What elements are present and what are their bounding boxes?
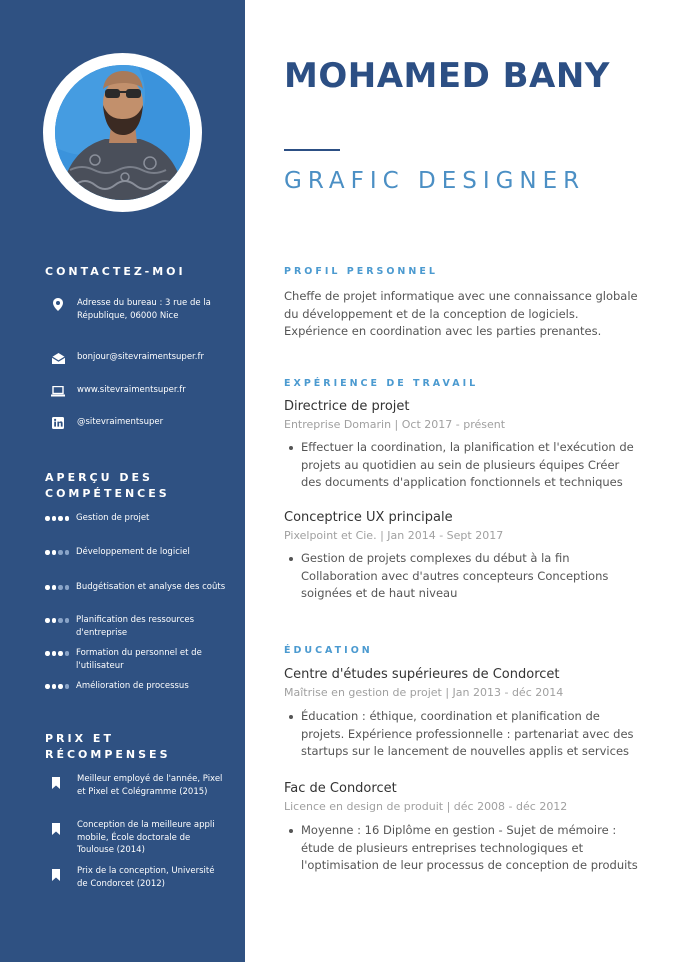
skill-rating <box>45 512 71 521</box>
bookmark-icon <box>52 819 61 839</box>
school-subtitle: Maîtrise en gestion de projet | Jan 2013 - déc 2014 <box>284 686 564 699</box>
awards-heading-line1: PRIX ET <box>45 732 114 745</box>
profile-text: Cheffe de projet informatique avec une connaissance globale du développement et de la conception de logiciels. Expérience en coordination avec les parties prenantes. <box>284 289 638 338</box>
job-subtitle: Entreprise Domarin | Oct 2017 - présent <box>284 418 506 431</box>
awards-heading-line2: RÉCOMPENSES <box>45 748 171 761</box>
award-label: Conception de la meilleure appli mobile, École doctorale de Toulouse (2014) <box>77 820 215 855</box>
skill-label: Développement de logiciel <box>76 547 190 557</box>
main-content <box>245 0 680 962</box>
school-subtitle: Licence en design de produit | déc 2008 - déc 2012 <box>284 800 568 813</box>
laptop-icon <box>50 384 66 398</box>
skill-rating <box>45 680 71 689</box>
bookmark-icon <box>52 773 61 793</box>
award-item <box>52 773 227 798</box>
skill-rating <box>45 546 71 555</box>
profile-heading: PROFIL PERSONNEL <box>284 266 438 277</box>
award-label: Meilleur employé de l'année, Pixel et Pixel et Colégramme (2015) <box>77 774 223 797</box>
awards-heading <box>45 731 225 763</box>
title-divider <box>284 149 340 151</box>
sidebar <box>0 0 245 962</box>
skill-label: Amélioration de processus <box>76 681 189 691</box>
skills-heading <box>45 470 225 502</box>
linkedin-text[interactable]: @sitevraimentsuper <box>77 417 164 427</box>
skill-item <box>45 512 230 525</box>
skill-item <box>45 546 230 559</box>
person-name: MOHAMED BANY <box>284 56 610 96</box>
skill-rating <box>45 581 71 590</box>
school-bullet: Éducation : éthique, coordination et planification de projets. Expérience professionnelle : partenariat avec des startups sur le lancement de nouvelles applis et services <box>289 708 639 761</box>
skill-item <box>45 581 230 594</box>
profile-photo <box>55 65 190 200</box>
job-role: GRAFIC DESIGNER <box>284 168 586 194</box>
skill-item <box>45 647 230 673</box>
contact-linkedin[interactable] <box>50 416 230 430</box>
job-title: Conceptrice UX principale <box>284 510 453 525</box>
experience-heading: EXPÉRIENCE DE TRAVAIL <box>284 378 479 389</box>
skill-label: Formation du personnel et de l'utilisateur <box>76 648 202 671</box>
award-label: Prix de la conception, Université de Condorcet (2012) <box>77 866 215 889</box>
contact-website[interactable] <box>50 384 230 398</box>
contact-address <box>50 297 230 323</box>
envelope-icon <box>50 351 66 365</box>
contact-heading: CONTACTEZ-MOI <box>45 265 186 278</box>
job-subtitle: Pixelpoint et Cie. | Jan 2014 - Sept 2017 <box>284 529 504 542</box>
job-title: Directrice de projet <box>284 399 410 414</box>
skills-heading-line1: APERÇU DES <box>45 471 153 484</box>
school-bullet: Moyenne : 16 Diplôme en gestion - Sujet de mémoire : étude de plusieurs entreprises technologiques et l'optimisation de leur processus de conception de produits <box>289 822 639 875</box>
skill-rating <box>45 647 71 656</box>
location-pin-icon <box>50 297 66 311</box>
skill-item <box>45 614 230 640</box>
linkedin-icon <box>50 416 66 430</box>
skills-heading-line2: COMPÉTENCES <box>45 487 170 500</box>
school-title: Centre d'études supérieures de Condorcet <box>284 667 560 682</box>
skill-label: Gestion de projet <box>76 513 150 523</box>
award-item <box>52 865 227 890</box>
skill-label: Budgétisation et analyse des coûts <box>76 582 226 592</box>
skill-label: Planification des ressources d'entreprise <box>76 615 195 638</box>
website-text[interactable]: www.sitevraimentsuper.fr <box>77 385 186 395</box>
contact-email[interactable] <box>50 351 230 365</box>
job-bullet: Gestion de projets complexes du début à la fin Collaboration avec d'autres concepteurs Conceptions soignées et de haut niveau <box>289 550 639 603</box>
email-text[interactable]: bonjour@sitevraimentsuper.fr <box>77 352 204 362</box>
job-bullet: Effectuer la coordination, la planification et l'exécution de projets au quotidien au sein de plusieurs équipes Créer des documents d'application fonctionnels et techniques <box>289 439 639 492</box>
bookmark-icon <box>52 865 61 885</box>
address-text: Adresse du bureau : 3 rue de la République, 06000 Nice <box>77 298 211 321</box>
education-heading: ÉDUCATION <box>284 645 373 656</box>
award-item <box>52 819 227 857</box>
skill-rating <box>45 614 71 623</box>
skill-item <box>45 680 230 693</box>
avatar <box>43 53 202 212</box>
school-title: Fac de Condorcet <box>284 781 397 796</box>
